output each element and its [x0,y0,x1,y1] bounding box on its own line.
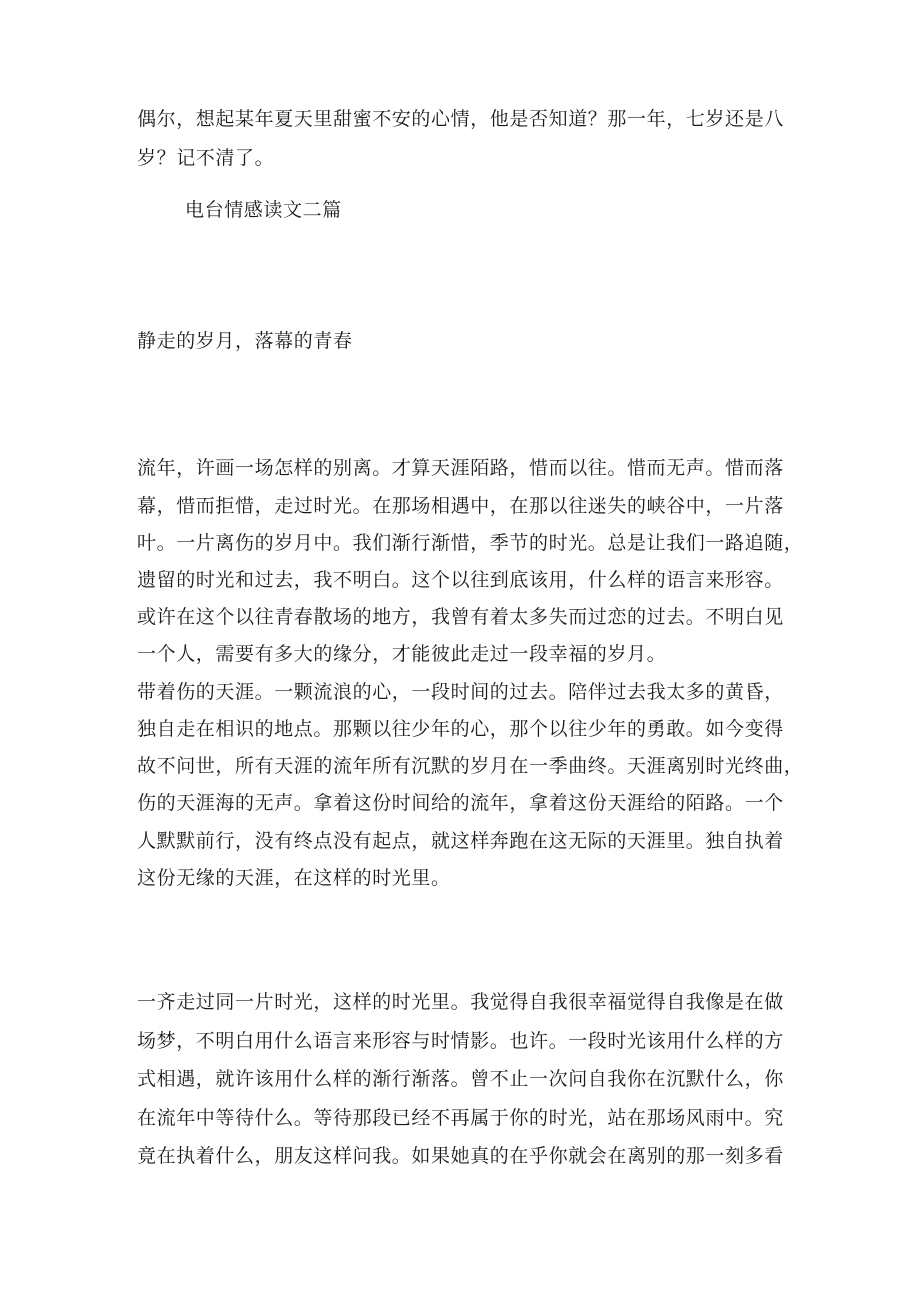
paragraph-line: 带着伤的天涯。一颗流浪的心，一段时间的过去。陪伴过去我太多的黄昏， [137,681,784,703]
paragraph-line: 幕，惜而拒惜，走过时光。在那场相遇中，在那以往迷失的峡谷中，一片落 [137,495,784,517]
paragraph-line: 流年，许画一场怎样的别离。才算天涯陌路，惜而以往。惜而无声。惜而落 [137,457,784,479]
paragraph-line: 或许在这个以往青春散场的地方，我曾有着太多失而过恋的过去。不明白见 [137,606,784,628]
paragraph-line: 竟在执着什么，朋友这样问我。如果她真的在乎你就会在离别的那一刻多看 [137,1145,784,1167]
paragraph-line: 故不问世，所有天涯的流年所有沉默的岁月在一季曲终。天涯离别时光终曲， [137,755,804,777]
section-heading: 电台情感读文二篇 [185,199,342,221]
paragraph-line: 这份无缘的天涯，在这样的时光里。 [137,867,451,889]
paragraph-line: 在流年中等待什么。等待那段已经不再属于你的时光，站在那场风雨中。究 [137,1107,784,1129]
paragraph-line: 式相遇，就许该用什么样的渐行渐落。曾不止一次问自我你在沉默什么，你 [137,1068,784,1090]
paragraph-line: 场梦，不明白用什么语言来形容与时情影。也许。一段时光该用什么样的方 [137,1030,784,1052]
paragraph-line: 一齐走过同一片时光，这样的时光里。我觉得自我很幸福觉得自我像是在做 [137,991,784,1013]
intro-line: 岁？记不清了。 [137,147,275,169]
paragraph-line: 叶。一片离伤的岁月中。我们渐行渐惜，季节的时光。总是让我们一路追随， [137,532,804,554]
article-title: 静走的岁月，落幕的青春 [137,330,353,352]
paragraph-line: 遗留的时光和过去，我不明白。这个以往到底该用，什么样的语言来形容。 [137,569,784,591]
paragraph-line: 独自走在相识的地点。那颗以往少年的心，那个以往少年的勇敢。如今变得 [137,718,784,740]
paragraph-line: 一个人，需要有多大的缘分，才能彼此走过一段幸福的岁月。 [137,643,667,665]
paragraph-line: 伤的天涯海的无声。拿着这份时间给的流年，拿着这份天涯给的陌路。一个 [137,792,784,814]
intro-line: 偶尔，想起某年夏天里甜蜜不安的心情，他是否知道？那一年，七岁还是八 [137,108,784,130]
paragraph-line: 人默默前行，没有终点没有起点，就这样奔跑在这无际的天涯里。独自执着 [137,830,784,852]
